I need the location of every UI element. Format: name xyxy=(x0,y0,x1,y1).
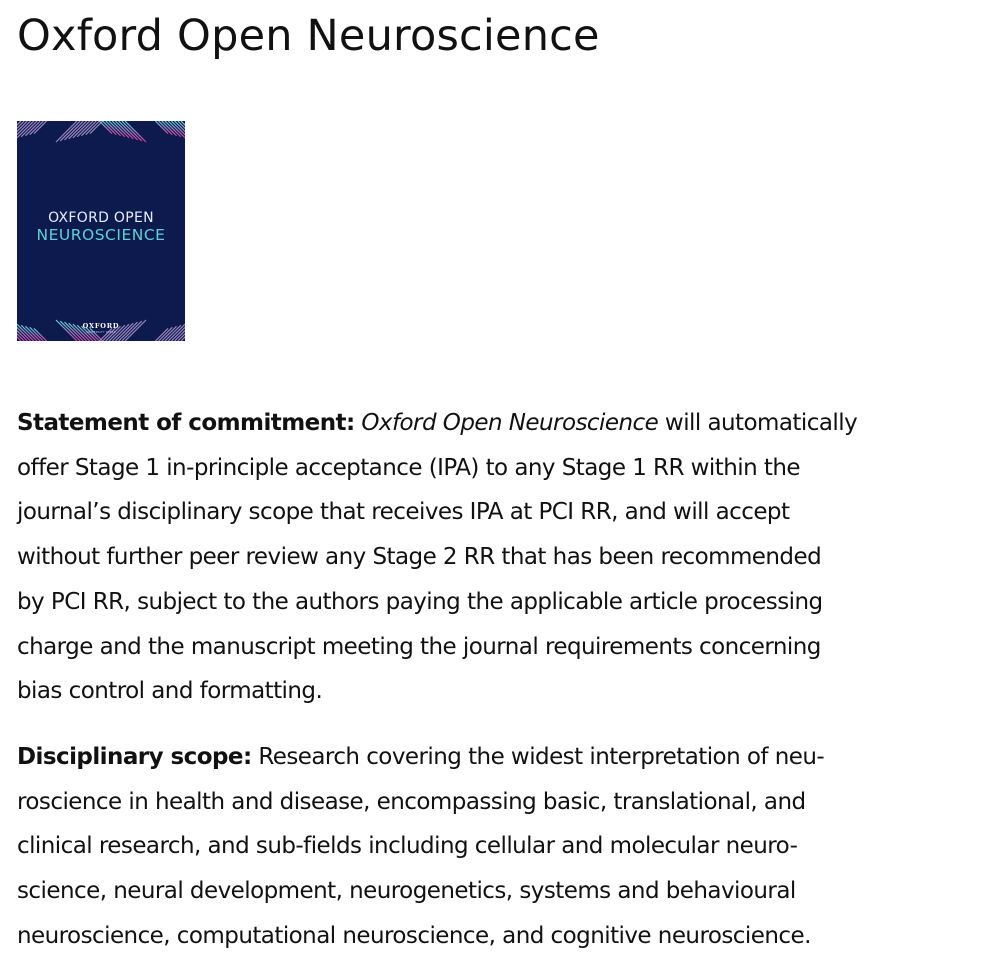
commitment-line-7: bias control and formatting. xyxy=(17,678,323,705)
scope-label: Disciplinary scope: xyxy=(17,744,252,770)
commitment-line-2: offer Stage 1 in-principle acceptance (IPA) to any Stage 1 RR within the xyxy=(17,454,800,481)
journal-name: Oxford Open Neuroscience xyxy=(361,410,659,436)
scope-line-5: neuroscience, computational neuroscience, and cognitive neuroscience. xyxy=(17,922,811,949)
scope-line-1: Disciplinary scope: Research covering the widest interpretation of neu- xyxy=(17,744,825,770)
scope-line-3: clinical research, and sub-fields including cellular and molecular neuro- xyxy=(17,833,798,860)
commitment-line-6: charge and the manuscript meeting the journal requirements concerning xyxy=(17,633,821,660)
commitment-line-5: by PCI RR, subject to the authors paying the applicable article processing xyxy=(17,588,823,615)
page-title: Oxford Open Neuroscience xyxy=(17,11,600,61)
cover-title-line2: NEUROSCIENCE xyxy=(36,226,166,244)
scope-line-2: roscience in health and disease, encompassing basic, translational, and xyxy=(17,788,806,815)
cover-title-line1: OXFORD OPEN xyxy=(48,210,154,226)
disciplinary-scope xyxy=(17,735,975,959)
commitment-line-1: Statement of commitment: Oxford Open Neuroscience will automatically xyxy=(17,410,858,436)
statement-of-commitment xyxy=(17,401,975,714)
scope-line-4: science, neural development, neurogenetics, systems and behavioural xyxy=(17,878,796,905)
cover-publisher-sub: UNIVERSITY PRESS xyxy=(86,331,116,334)
journal-cover-image xyxy=(17,121,185,341)
commitment-line-4: without further peer review any Stage 2 RR that has been recommended xyxy=(17,544,822,571)
commitment-line-3: journal’s disciplinary scope that receives IPA at PCI RR, and will accept xyxy=(17,499,790,526)
cover-publisher: OXFORD xyxy=(82,322,120,330)
commitment-label: Statement of commitment: xyxy=(17,410,355,436)
